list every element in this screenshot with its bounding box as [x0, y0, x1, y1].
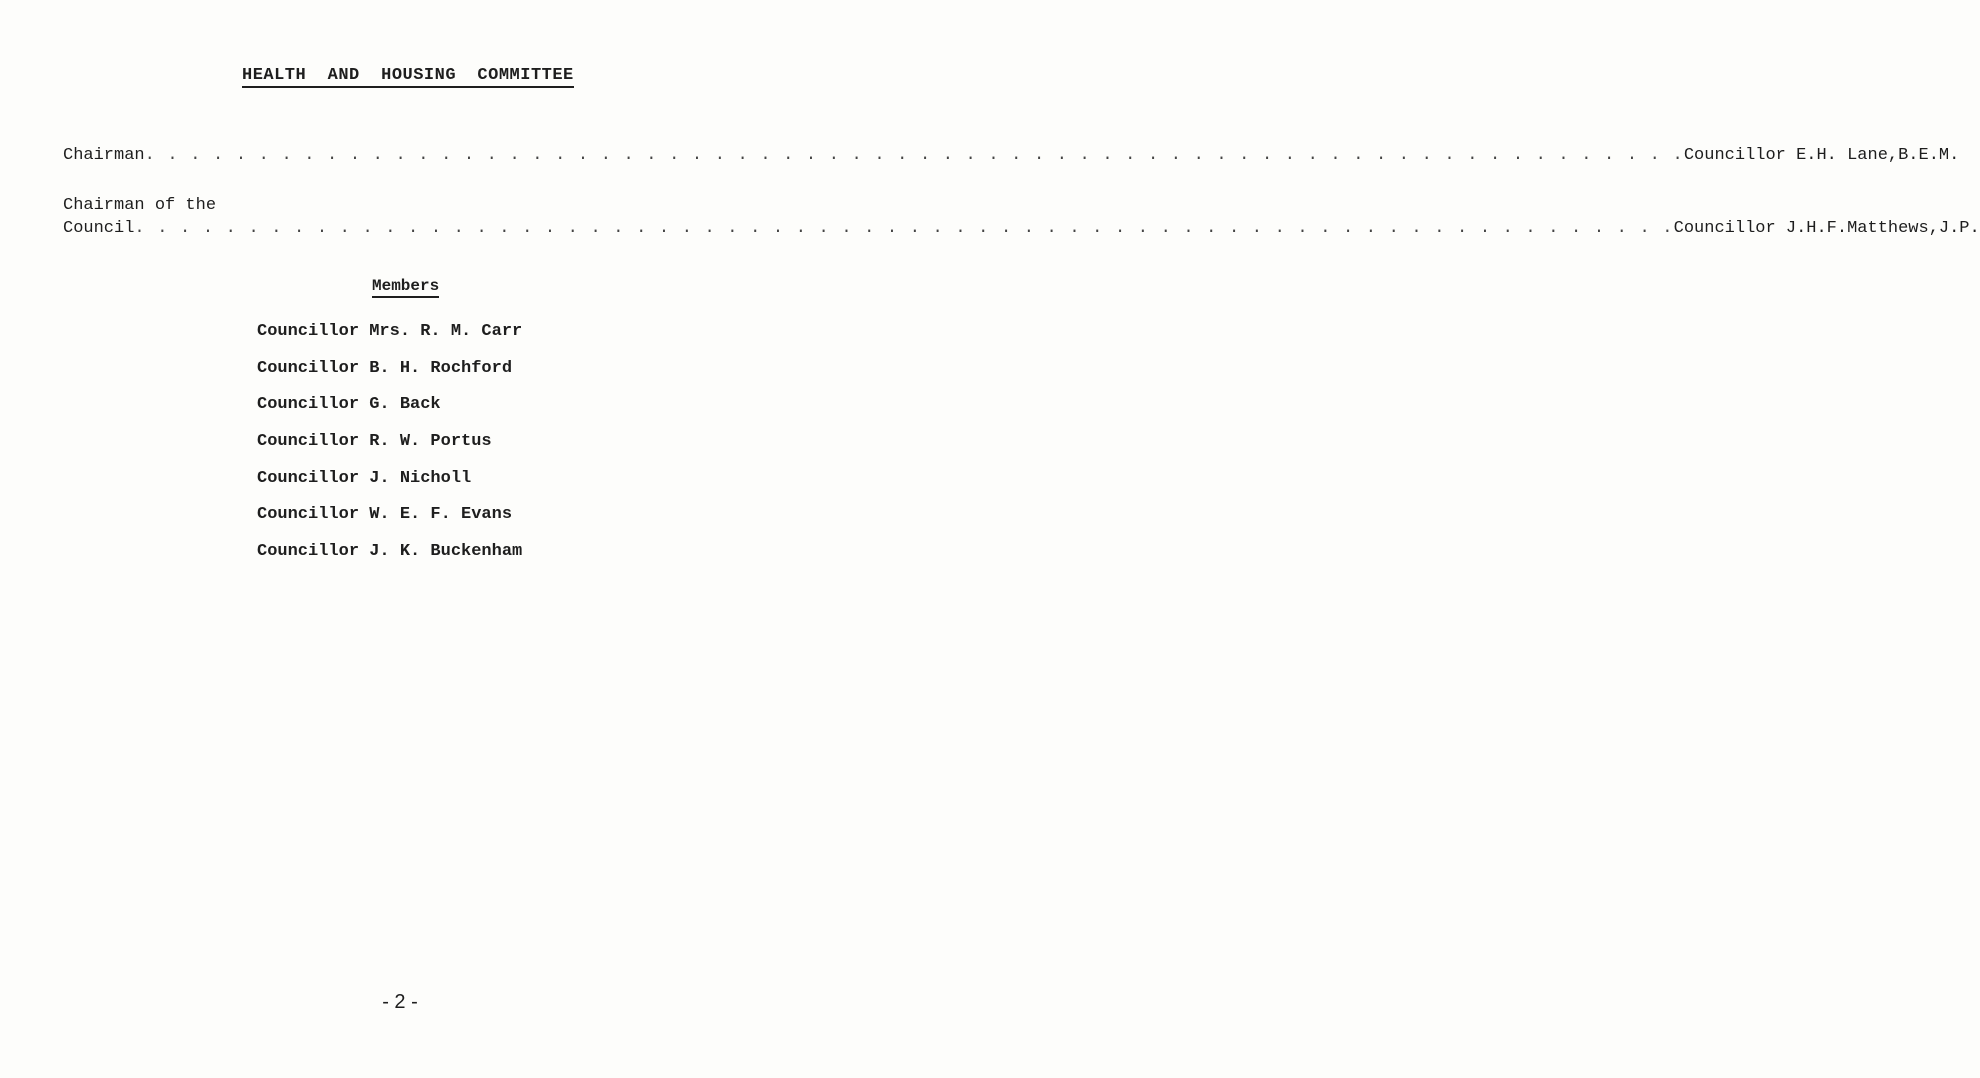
dot-leader: . . . . . . . . . . . . . . . . . . . . . . . . . . . . . . . . . . . . . . . . . . . . . . . . . . . . . . . . . . . . . . . . . . . . [134, 219, 1674, 238]
members-heading: Members [372, 277, 439, 298]
page-number: - 2 - [382, 991, 418, 1013]
member-item: Councillor R. W. Portus [257, 432, 492, 452]
member-item: Councillor Mrs. R. M. Carr [257, 322, 523, 341]
dot-leader: . . . . . . . . . . . . . . . . . . . . . . . . . . . . . . . . . . . . . . . . . . . . . . . . . . . . . . . . . . . . . . . . . . . . [144, 146, 1684, 165]
member-item: Councillor J. Nicholl [257, 468, 472, 488]
chairman-row [63, 146, 1960, 170]
council-chairman-row [63, 219, 1980, 243]
member-item: Councillor J. K. Buckenham [257, 542, 523, 562]
member-item: Councillor B. H. Rochford [257, 358, 513, 378]
member-list [257, 322, 522, 579]
member-item: Councillor G. Back [257, 395, 441, 415]
member-item: Councillor W. E. F. Evans [257, 505, 513, 525]
council-chairman-role-line1: Chairman of the [63, 196, 217, 215]
chairman-name: Councillor E.H. Lane,B.E.M. [1683, 146, 1960, 165]
council-chairman-name: Councillor J.H.F.Matthews,J.P. [1673, 219, 1980, 238]
committee-title: HEALTH AND HOUSING COMMITTEE [242, 66, 574, 88]
chairman-role-label: Chairman [63, 146, 145, 165]
council-chairman-role-label: Council [63, 219, 135, 238]
